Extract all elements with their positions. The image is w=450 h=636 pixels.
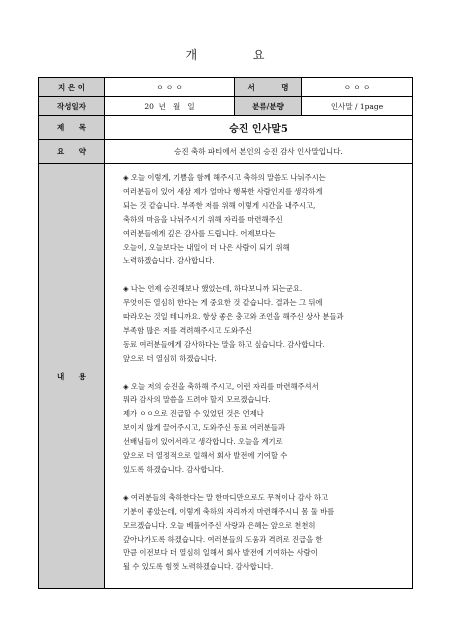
content-line: 오늘이, 오늘보다는 내일이 더 나은 사람이 되기 위해: [123, 242, 290, 252]
content-line: 있도록 하겠습니다. 감사합니다.: [123, 465, 224, 474]
content-line: 기분이 좋았는데, 이렇게 축하의 자리까지 마련해주시니 몸 둘 바를: [123, 506, 335, 516]
signature-label: 서 명: [235, 78, 302, 97]
form-row-date: [39, 97, 413, 116]
category-value: 인사말 / 1page: [302, 97, 413, 116]
content-line: ◈ 여러분들의 축하한다는 말 한마디만으로도 무척이나 감사 하고: [123, 492, 329, 502]
content-line: 될 수 있도록 힘껏 노력하겠습니다. 감사합니다.: [123, 562, 274, 572]
content-line: 따라오는 것일 테니까요. 항상 좋은 충고와 조언을 해주신 상사 분들과: [123, 312, 344, 322]
summary-value: 승진 축하 파티에서 본인의 승진 감사 인사말입니다.: [105, 140, 413, 164]
content-body: [105, 164, 412, 574]
content-paragraph: [123, 171, 408, 268]
content-line: 뭐라 감사의 말씀을 드려야 할지 모르겠습니다.: [123, 395, 271, 405]
content-body-cell: [105, 164, 413, 589]
document-title: 개 요: [185, 48, 291, 62]
form-row-content: [39, 164, 413, 589]
content-paragraph: [123, 282, 408, 365]
content-line: 축하의 마음을 나눠주시기 위해 자리를 마련해주신: [123, 214, 283, 224]
content-line: ◈ 오늘 저의 승진을 축하해 주시고, 이런 자리를 마련해주셔서: [123, 381, 319, 391]
content-line: 선배님들이 있어서라고 생각합니다. 오늘을 계기로: [123, 437, 283, 447]
content-line: 노력하겠습니다. 감사합니다.: [123, 256, 215, 266]
author-value: ㅇ ㅇ ㅇ: [105, 78, 235, 97]
content-line: ◈ 나는 언제 승진해보나 했었는데, 하다보니까 되는군요.: [123, 284, 303, 294]
date-value: 20 년 월 일: [105, 97, 235, 116]
content-line: 제가 ㅇㅇ으로 진급할 수 있었던 것은 언제나: [123, 409, 264, 419]
form-row-subject: [39, 116, 413, 140]
content-line: 보이지 않게 끌어주시고, 도와주신 동료 여러분들과: [123, 423, 285, 433]
content-line: 앞으로 더 열심히 하겠습니다.: [123, 353, 217, 363]
date-label: 작성일자: [39, 97, 105, 116]
content-line: 여러분들이 있어 새삼 제가 얼마나 행복한 사람인지를 생각하게: [123, 186, 323, 196]
content-line: 만큼 이전보다 더 열심히 일해서 회사 발전에 기여하는 사람이: [123, 548, 318, 558]
signature-value: ㅇ ㅇ ㅇ: [302, 78, 413, 97]
content-paragraph: [123, 380, 408, 477]
content-line: 되는 것 같습니다. 부족한 저를 위해 이렇게 시간을 내주시고,: [123, 200, 316, 210]
content-paragraph: [123, 491, 408, 574]
content-label: 내 용: [39, 164, 105, 589]
form-row-author: [39, 78, 413, 97]
content-line: 모르겠습니다. 오늘 베풀어주신 사랑과 은혜는 앞으로 천천히: [123, 520, 316, 530]
subject-label: 제 목: [39, 116, 105, 140]
form-row-summary: [39, 140, 413, 164]
author-label: 지 은 이: [39, 78, 105, 97]
content-line: 앞으로 더 열정적으로 일해서 회사 발전에 기여할 수: [123, 451, 288, 461]
content-line: 동료 여러분들에게 감사하다는 말을 하고 싶습니다. 감사합니다.: [123, 339, 325, 349]
content-line: ◈ 오늘 이렇게, 기쁨을 함께 해주시고 축하의 말씀도 나눠주시는: [123, 173, 326, 182]
content-line: 갚아나가도록 하겠습니다. 여러분들의 도움과 격려로 진급을 한: [123, 534, 323, 544]
content-line: 부족함 많은 저를 격려해주시고 도와주신: [123, 325, 253, 335]
content-line: 무엇이든 열심히 한다는 게 중요한 것 같습니다. 결과는 그 뒤에: [123, 298, 323, 308]
category-label: 분류/분량: [235, 97, 302, 116]
subject-value: 승진 인사말5: [105, 116, 413, 140]
summary-form: [38, 77, 413, 589]
summary-label: 요 약: [39, 140, 105, 164]
content-line: 여러분들에게 깊은 감사를 드립니다. 어제보다는: [123, 228, 276, 238]
